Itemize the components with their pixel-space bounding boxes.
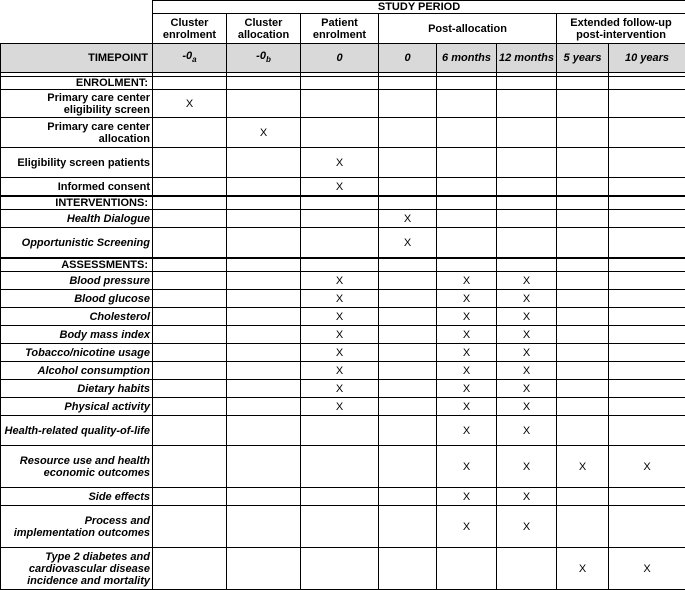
empty-cell (227, 308, 301, 326)
empty-cell (557, 210, 609, 228)
table-row (1, 344, 685, 362)
empty-cell (227, 446, 301, 488)
empty-cell (497, 210, 557, 228)
table-row (1, 548, 685, 590)
empty-cell (609, 90, 685, 118)
timepoint-main: 10 years (625, 52, 669, 64)
table-row (1, 90, 685, 118)
empty-cell (153, 362, 227, 380)
empty-cell (557, 308, 609, 326)
phase-left-blank (1, 14, 153, 44)
row-label: Process and implementation outcomes (1, 506, 153, 548)
row-label: Informed consent (1, 178, 153, 197)
x-mark: X (497, 326, 557, 344)
empty-cell (301, 488, 379, 506)
table-row (1, 506, 685, 548)
timepoint-main: 6 months (442, 52, 491, 64)
table-row (1, 326, 685, 344)
empty-cell (301, 228, 379, 259)
empty-cell (497, 77, 557, 90)
x-mark: X (437, 362, 497, 380)
timepoint-sub: a (192, 55, 196, 64)
timepoint-main: 0 (404, 52, 410, 64)
empty-cell (153, 326, 227, 344)
phase-post-allocation: Post-allocation (379, 14, 557, 44)
row-label: Primary care center allocation (1, 118, 153, 148)
empty-cell (379, 446, 437, 488)
x-mark: X (497, 446, 557, 488)
timepoint-value (497, 44, 557, 73)
empty-cell (227, 290, 301, 308)
empty-cell (153, 488, 227, 506)
empty-cell (557, 290, 609, 308)
empty-cell (437, 548, 497, 590)
x-mark: X (609, 446, 685, 488)
empty-cell (227, 178, 301, 197)
empty-cell (227, 228, 301, 259)
empty-cell (153, 290, 227, 308)
table-row (1, 118, 685, 148)
empty-cell (379, 416, 437, 446)
empty-cell (379, 118, 437, 148)
empty-cell (437, 258, 497, 272)
x-mark: X (301, 344, 379, 362)
empty-cell (609, 308, 685, 326)
empty-cell (609, 196, 685, 210)
x-mark: X (497, 290, 557, 308)
row-label: Health Dialogue (1, 210, 153, 228)
empty-cell (227, 90, 301, 118)
empty-cell (301, 416, 379, 446)
empty-cell (379, 178, 437, 197)
empty-cell (301, 77, 379, 90)
phase-cluster-allocation: Cluster allocation (227, 14, 301, 44)
empty-cell (557, 362, 609, 380)
row-label: Alcohol consumption (1, 362, 153, 380)
x-mark: X (497, 380, 557, 398)
empty-cell (379, 488, 437, 506)
x-mark: X (379, 210, 437, 228)
timepoint-main: 0 (336, 52, 342, 64)
empty-cell (557, 77, 609, 90)
x-mark: X (437, 380, 497, 398)
empty-cell (227, 488, 301, 506)
empty-cell (379, 398, 437, 416)
top-left-blank (1, 1, 153, 14)
x-mark: X (497, 506, 557, 548)
x-mark: X (301, 272, 379, 290)
timepoint-value (227, 44, 301, 73)
empty-cell (301, 118, 379, 148)
empty-cell (557, 326, 609, 344)
empty-cell (227, 258, 301, 272)
row-label: Cholesterol (1, 308, 153, 326)
x-mark: X (301, 308, 379, 326)
empty-cell (379, 308, 437, 326)
study-period-header: STUDY PERIOD (153, 1, 685, 14)
empty-cell (557, 506, 609, 548)
section-title: ENROLMENT: (1, 77, 153, 90)
empty-cell (557, 488, 609, 506)
timepoint-label: TIMEPOINT (1, 44, 153, 73)
empty-cell (153, 446, 227, 488)
empty-cell (227, 272, 301, 290)
table-row (1, 446, 685, 488)
row-label: Resource use and health economic outcomes (1, 446, 153, 488)
empty-cell (301, 446, 379, 488)
empty-cell (557, 258, 609, 272)
section-title: INTERVENTIONS: (1, 196, 153, 210)
x-mark: X (497, 344, 557, 362)
empty-cell (153, 506, 227, 548)
x-mark: X (437, 398, 497, 416)
empty-cell (609, 178, 685, 197)
row-label: Opportunistic Screening (1, 228, 153, 259)
table-row (1, 380, 685, 398)
x-mark: X (301, 362, 379, 380)
empty-cell (557, 344, 609, 362)
empty-cell (301, 548, 379, 590)
empty-cell (379, 77, 437, 90)
empty-cell (497, 548, 557, 590)
empty-cell (153, 196, 227, 210)
x-mark: X (437, 308, 497, 326)
x-mark: X (301, 326, 379, 344)
timepoint-value (301, 44, 379, 73)
empty-cell (379, 196, 437, 210)
empty-cell (153, 118, 227, 148)
empty-cell (227, 548, 301, 590)
empty-cell (497, 90, 557, 118)
empty-cell (609, 148, 685, 178)
empty-cell (609, 77, 685, 90)
row-label: Dietary habits (1, 380, 153, 398)
empty-cell (609, 398, 685, 416)
phase-cluster-enrolment: Cluster enrolment (153, 14, 227, 44)
row-label: Blood glucose (1, 290, 153, 308)
empty-cell (227, 77, 301, 90)
empty-cell (153, 416, 227, 446)
empty-cell (227, 148, 301, 178)
timepoint-main: 12 months (499, 52, 554, 64)
x-mark: X (301, 178, 379, 197)
empty-cell (557, 196, 609, 210)
empty-cell (557, 416, 609, 446)
empty-cell (153, 178, 227, 197)
empty-cell (153, 398, 227, 416)
empty-cell (437, 178, 497, 197)
x-mark: X (497, 272, 557, 290)
empty-cell (227, 326, 301, 344)
row-label: Type 2 diabetes and cardiovascular disease incidence and mortality (1, 548, 153, 590)
empty-cell (497, 196, 557, 210)
x-mark: X (379, 228, 437, 259)
x-mark: X (437, 290, 497, 308)
empty-cell (609, 290, 685, 308)
timepoint-main: 5 years (564, 52, 602, 64)
timepoint-sub: b (266, 55, 271, 64)
x-mark: X (497, 362, 557, 380)
empty-cell (227, 416, 301, 446)
x-mark: X (497, 308, 557, 326)
empty-cell (609, 380, 685, 398)
empty-cell (379, 506, 437, 548)
empty-cell (227, 398, 301, 416)
timepoint-value (437, 44, 497, 73)
x-mark: X (497, 416, 557, 446)
empty-cell (437, 90, 497, 118)
x-mark: X (301, 380, 379, 398)
x-mark: X (437, 272, 497, 290)
empty-cell (437, 196, 497, 210)
table-row (1, 210, 685, 228)
empty-cell (557, 118, 609, 148)
row-label: Side effects (1, 488, 153, 506)
empty-cell (557, 90, 609, 118)
empty-cell (437, 228, 497, 259)
table-row (1, 272, 685, 290)
empty-cell (227, 210, 301, 228)
empty-cell (379, 90, 437, 118)
empty-cell (301, 90, 379, 118)
empty-cell (497, 118, 557, 148)
empty-cell (227, 196, 301, 210)
table-row (1, 488, 685, 506)
row-label: Blood pressure (1, 272, 153, 290)
empty-cell (379, 272, 437, 290)
x-mark: X (153, 90, 227, 118)
x-mark: X (557, 548, 609, 590)
row-label: Primary care center eligibility screen (1, 90, 153, 118)
table-row (1, 148, 685, 178)
empty-cell (153, 548, 227, 590)
empty-cell (227, 344, 301, 362)
table-row (1, 416, 685, 446)
empty-cell (153, 344, 227, 362)
empty-cell (379, 548, 437, 590)
row-label: Health-related quality-of-life (1, 416, 153, 446)
empty-cell (609, 228, 685, 259)
empty-cell (227, 506, 301, 548)
empty-cell (609, 506, 685, 548)
empty-cell (609, 272, 685, 290)
table-row (1, 398, 685, 416)
x-mark: X (301, 290, 379, 308)
timepoint-value (557, 44, 609, 73)
phase-extended-follow-up: Extended follow-up post-intervention (557, 14, 685, 44)
x-mark: X (437, 446, 497, 488)
empty-cell (557, 148, 609, 178)
empty-cell (437, 118, 497, 148)
table-row (1, 178, 685, 197)
empty-cell (437, 148, 497, 178)
empty-cell (379, 326, 437, 344)
x-mark: X (497, 488, 557, 506)
empty-cell (609, 326, 685, 344)
x-mark: X (437, 488, 497, 506)
row-label: Body mass index (1, 326, 153, 344)
empty-cell (153, 228, 227, 259)
empty-cell (301, 506, 379, 548)
empty-cell (497, 148, 557, 178)
empty-cell (557, 178, 609, 197)
row-label: Tobacco/nicotine usage (1, 344, 153, 362)
table-row (1, 308, 685, 326)
empty-cell (153, 308, 227, 326)
empty-cell (379, 258, 437, 272)
empty-cell (153, 77, 227, 90)
timepoint-value (153, 44, 227, 73)
table-row (1, 228, 685, 259)
empty-cell (609, 416, 685, 446)
table-row (1, 290, 685, 308)
empty-cell (227, 362, 301, 380)
empty-cell (557, 380, 609, 398)
x-mark: X (437, 506, 497, 548)
empty-cell (301, 258, 379, 272)
x-mark: X (301, 398, 379, 416)
empty-cell (609, 488, 685, 506)
empty-cell (227, 380, 301, 398)
row-label: Physical activity (1, 398, 153, 416)
empty-cell (437, 77, 497, 90)
x-mark: X (227, 118, 301, 148)
empty-cell (153, 148, 227, 178)
empty-cell (153, 272, 227, 290)
empty-cell (301, 196, 379, 210)
empty-cell (153, 380, 227, 398)
empty-cell (301, 210, 379, 228)
empty-cell (379, 344, 437, 362)
timepoint-value (609, 44, 685, 73)
phase-patient-enrolment: Patient enrolment (301, 14, 379, 44)
timepoint-main: -0 (256, 50, 266, 62)
empty-cell (609, 362, 685, 380)
empty-cell (557, 228, 609, 259)
empty-cell (153, 258, 227, 272)
empty-cell (609, 344, 685, 362)
empty-cell (497, 258, 557, 272)
x-mark: X (301, 148, 379, 178)
section-title: ASSESSMENTS: (1, 258, 153, 272)
timepoint-value (379, 44, 437, 73)
x-mark: X (497, 398, 557, 416)
row-label: Eligibility screen patients (1, 148, 153, 178)
empty-cell (437, 210, 497, 228)
empty-cell (497, 228, 557, 259)
empty-cell (379, 380, 437, 398)
x-mark: X (557, 446, 609, 488)
empty-cell (609, 118, 685, 148)
empty-cell (379, 148, 437, 178)
empty-cell (497, 178, 557, 197)
timepoint-main: -0 (182, 50, 192, 62)
x-mark: X (437, 344, 497, 362)
empty-cell (557, 272, 609, 290)
x-mark: X (609, 548, 685, 590)
table-row (1, 362, 685, 380)
empty-cell (557, 398, 609, 416)
empty-cell (379, 290, 437, 308)
empty-cell (379, 362, 437, 380)
empty-cell (609, 210, 685, 228)
x-mark: X (437, 326, 497, 344)
empty-cell (153, 210, 227, 228)
empty-cell (609, 258, 685, 272)
x-mark: X (437, 416, 497, 446)
